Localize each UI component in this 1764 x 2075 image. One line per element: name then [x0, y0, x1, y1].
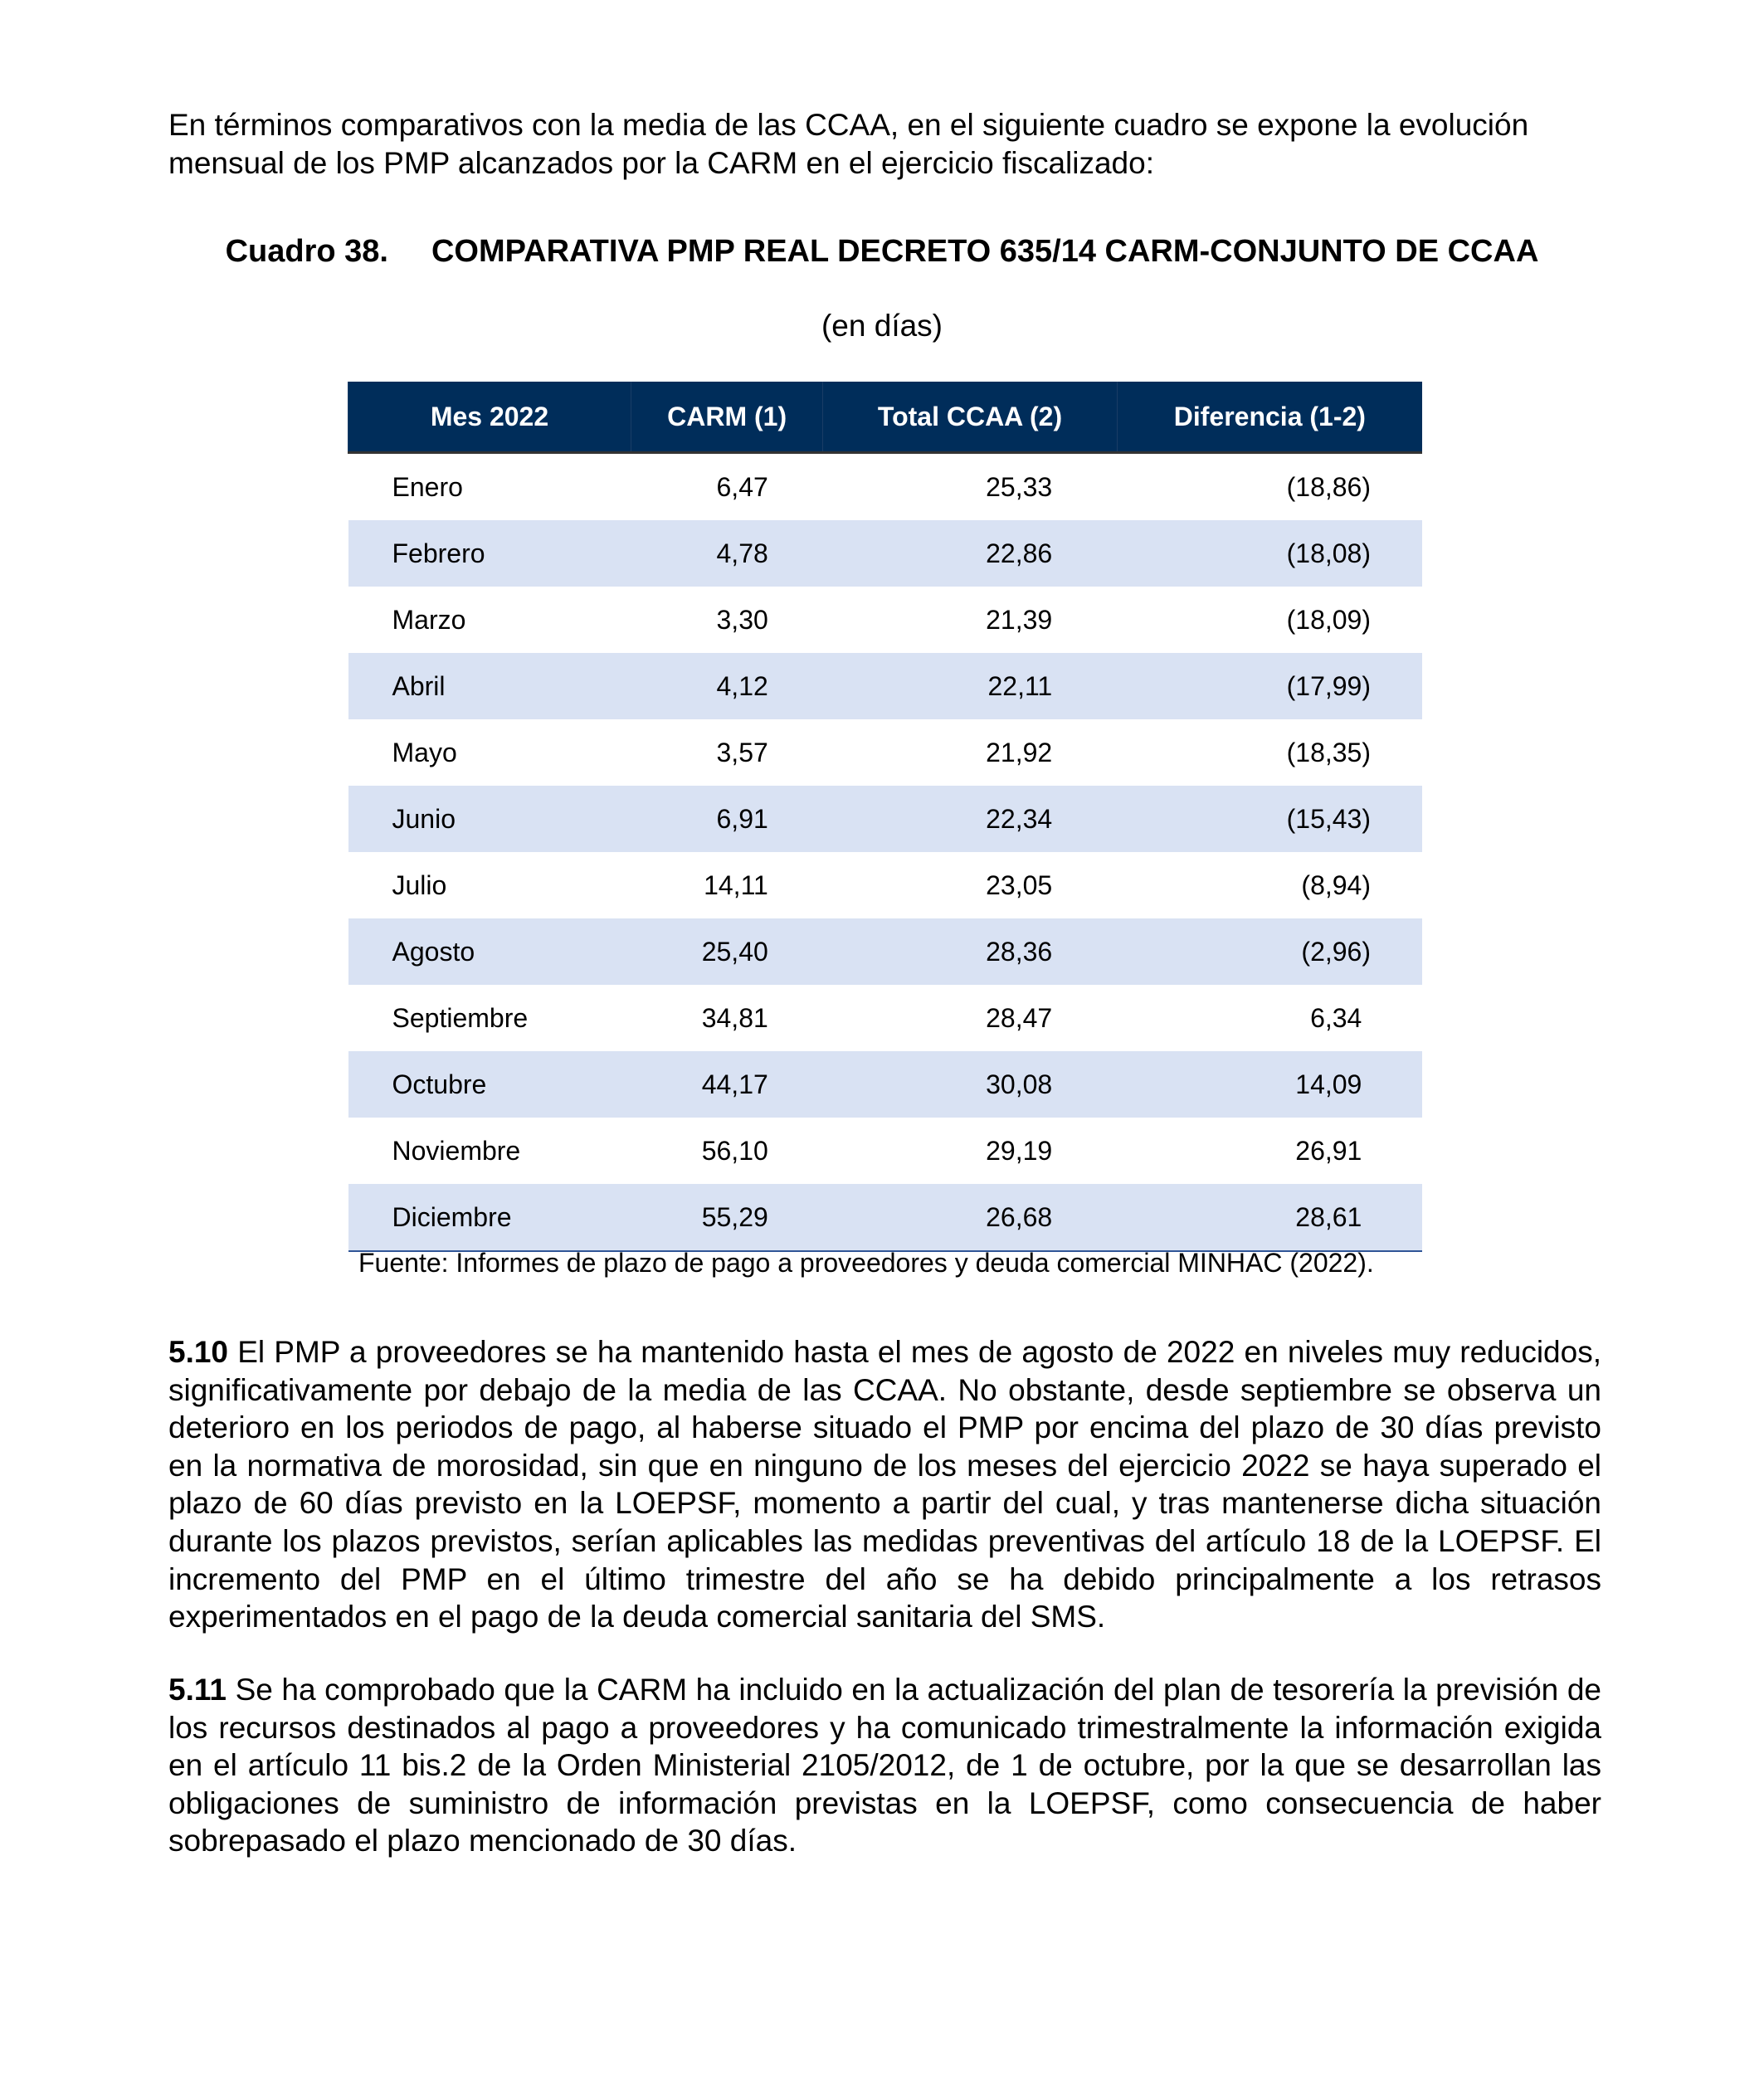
table-row [348, 719, 1423, 786]
cell-value: 14,11 [704, 869, 768, 900]
month-cell [348, 653, 631, 719]
total-ccaa-cell [823, 453, 1117, 521]
cell-value: Noviembre [392, 1135, 521, 1166]
carm-cell [631, 653, 822, 719]
cell-value: 29,19 [986, 1135, 1053, 1166]
total-ccaa-cell [823, 786, 1117, 852]
table-row [348, 1118, 1423, 1184]
paragraph-text: El PMP a proveedores se ha mantenido hasta el mes de agosto de 2022 en niveles muy reducidos, significativamente por debajo de la media de las CCAA. No obstante, desde septiembre se observa un deterioro en los periodos de pago, al haberse situado el PMP por encima del plazo de 30 días previsto en la normativa de morosidad, sin que en ninguno de los meses del ejercicio 2022 se haya superado el plazo de 60 días previsto en la LOEPSF, momento a partir del cual, y tras mantenerse dicha situación durante los plazos previstos, serían aplicables las medidas preventivas del artículo 18 de la LOEPSF. El incremento del PMP en el último trimestre del año se ha debido principalmente a los retrasos experimentados en el pago de la deuda comercial sanitaria del SMS. [168, 1335, 1601, 1634]
carm-cell [631, 1051, 822, 1118]
cell-value: (18,08) [1286, 538, 1371, 568]
carm-cell [631, 918, 822, 985]
pmp-table [348, 382, 1422, 1252]
cell-value: 55,29 [701, 1201, 768, 1232]
total-ccaa-cell [823, 1118, 1117, 1184]
cell-value: Marzo [392, 604, 466, 635]
cell-value: (2,96) [1301, 936, 1371, 967]
table-row [348, 587, 1423, 653]
cell-value: 14,09 [1295, 1069, 1362, 1099]
table-row [348, 852, 1423, 918]
carm-cell [631, 587, 822, 653]
total-ccaa-cell [823, 1051, 1117, 1118]
month-cell [348, 719, 631, 786]
difference-cell [1117, 985, 1422, 1051]
table-source: Fuente: Informes de plazo de pago a proveedores y deuda comercial MINHAC (2022). [358, 1248, 1374, 1278]
table-title-text: COMPARATIVA PMP REAL DECRETO 635/14 CARM-CONJUNTO DE CCAA [431, 234, 1539, 269]
column-header: Diferencia (1-2) [1117, 382, 1422, 453]
cell-value: 44,17 [701, 1069, 768, 1099]
month-cell [348, 786, 631, 852]
total-ccaa-cell [823, 1184, 1117, 1251]
month-cell [348, 520, 631, 587]
month-cell [348, 1051, 631, 1118]
cell-value: (18,86) [1286, 471, 1371, 502]
cell-value: Enero [392, 471, 463, 502]
carm-cell [631, 1118, 822, 1184]
difference-cell [1117, 1051, 1422, 1118]
table-header-row [348, 382, 1423, 453]
difference-cell [1117, 719, 1422, 786]
table-row [348, 786, 1423, 852]
cell-value: 22,86 [986, 538, 1053, 568]
cell-value: (15,43) [1286, 803, 1371, 834]
cell-value: 22,11 [987, 670, 1053, 701]
carm-cell [631, 852, 822, 918]
difference-cell [1117, 587, 1422, 653]
table-row [348, 653, 1423, 719]
difference-cell [1117, 653, 1422, 719]
month-cell [348, 852, 631, 918]
cell-value: (18,09) [1286, 604, 1371, 635]
table-title [0, 234, 1764, 270]
cell-value: 4,12 [716, 670, 768, 701]
difference-cell [1117, 520, 1422, 587]
total-ccaa-cell [823, 653, 1117, 719]
cell-value: (18,35) [1286, 737, 1371, 767]
cell-value: Febrero [392, 538, 485, 568]
cell-value: 56,10 [701, 1135, 768, 1166]
month-cell [348, 1118, 631, 1184]
cell-value: 25,40 [701, 936, 768, 967]
cell-value: 28,36 [986, 936, 1053, 967]
difference-cell [1117, 852, 1422, 918]
table-number: Cuadro 38. [225, 234, 388, 269]
total-ccaa-cell [823, 587, 1117, 653]
carm-cell [631, 719, 822, 786]
paragraph-text: Se ha comprobado que la CARM ha incluido en la actualización del plan de tesorería la previsión de los recursos destinados al pago a proveedores y ha comunicado trimestralmente la información exigida en el artículo 11 bis.2 de la Orden Ministerial 2105/2012, de 1 de octubre, por la que se desarrollan las obligaciones de suministro de información previstas en la LOEPSF, como consecuencia de haber sobrepasado el plazo mencionado de 30 días. [168, 1673, 1601, 1858]
column-header: Mes 2022 [348, 382, 631, 453]
cell-value: 21,92 [986, 737, 1053, 767]
cell-value: 3,30 [716, 604, 768, 635]
table-row [348, 453, 1423, 521]
cell-value: Septiembre [392, 1002, 529, 1033]
paragraph-5-10 [168, 1333, 1601, 1636]
cell-value: Mayo [392, 737, 457, 767]
cell-value: 28,61 [1295, 1201, 1362, 1232]
intro-paragraph: En términos comparativos con la media de las CCAA, en el siguiente cuadro se expone la evolución mensual de los PMP alcanzados por la CARM en el ejercicio fiscalizado: [168, 108, 1529, 180]
total-ccaa-cell [823, 719, 1117, 786]
cell-value: 6,91 [716, 803, 768, 834]
cell-value: (17,99) [1286, 670, 1371, 701]
table-units: (en días) [821, 309, 943, 343]
cell-value: 26,68 [986, 1201, 1053, 1232]
total-ccaa-cell [823, 918, 1117, 985]
month-cell [348, 587, 631, 653]
carm-cell [631, 453, 822, 521]
cell-value: Junio [392, 803, 456, 834]
cell-value: Abril [392, 670, 446, 701]
cell-value: 25,33 [986, 471, 1053, 502]
difference-cell [1117, 786, 1422, 852]
difference-cell [1117, 453, 1422, 521]
cell-value: 26,91 [1295, 1135, 1362, 1166]
cell-value: 30,08 [986, 1069, 1053, 1099]
cell-value: 34,81 [701, 1002, 768, 1033]
difference-cell [1117, 918, 1422, 985]
cell-value: 22,34 [986, 803, 1053, 834]
difference-cell [1117, 1118, 1422, 1184]
carm-cell [631, 786, 822, 852]
cell-value: Julio [392, 869, 447, 900]
month-cell [348, 985, 631, 1051]
cell-value: Agosto [392, 936, 475, 967]
cell-value: 23,05 [986, 869, 1053, 900]
cell-value: (8,94) [1301, 869, 1371, 900]
carm-cell [631, 520, 822, 587]
month-cell [348, 453, 631, 521]
table-row [348, 1051, 1423, 1118]
cell-value: 4,78 [716, 538, 768, 568]
paragraph-5-11 [168, 1671, 1601, 1860]
table-row [348, 520, 1423, 587]
difference-cell [1117, 1184, 1422, 1251]
cell-value: 6,34 [1310, 1002, 1362, 1033]
cell-value: 21,39 [986, 604, 1053, 635]
cell-value: Octubre [392, 1069, 487, 1099]
total-ccaa-cell [823, 520, 1117, 587]
table-row [348, 985, 1423, 1051]
cell-value: 6,47 [716, 471, 768, 502]
total-ccaa-cell [823, 852, 1117, 918]
cell-value: 3,57 [716, 737, 768, 767]
table-row [348, 1184, 1423, 1251]
carm-cell [631, 1184, 822, 1251]
paragraph-number: 5.11 [168, 1673, 227, 1707]
paragraph-number: 5.10 [168, 1335, 229, 1369]
column-header: CARM (1) [631, 382, 822, 453]
column-header: Total CCAA (2) [823, 382, 1117, 453]
total-ccaa-cell [823, 985, 1117, 1051]
carm-cell [631, 985, 822, 1051]
month-cell [348, 918, 631, 985]
cell-value: Diciembre [392, 1201, 512, 1232]
table-row [348, 918, 1423, 985]
cell-value: 28,47 [986, 1002, 1053, 1033]
month-cell [348, 1184, 631, 1251]
